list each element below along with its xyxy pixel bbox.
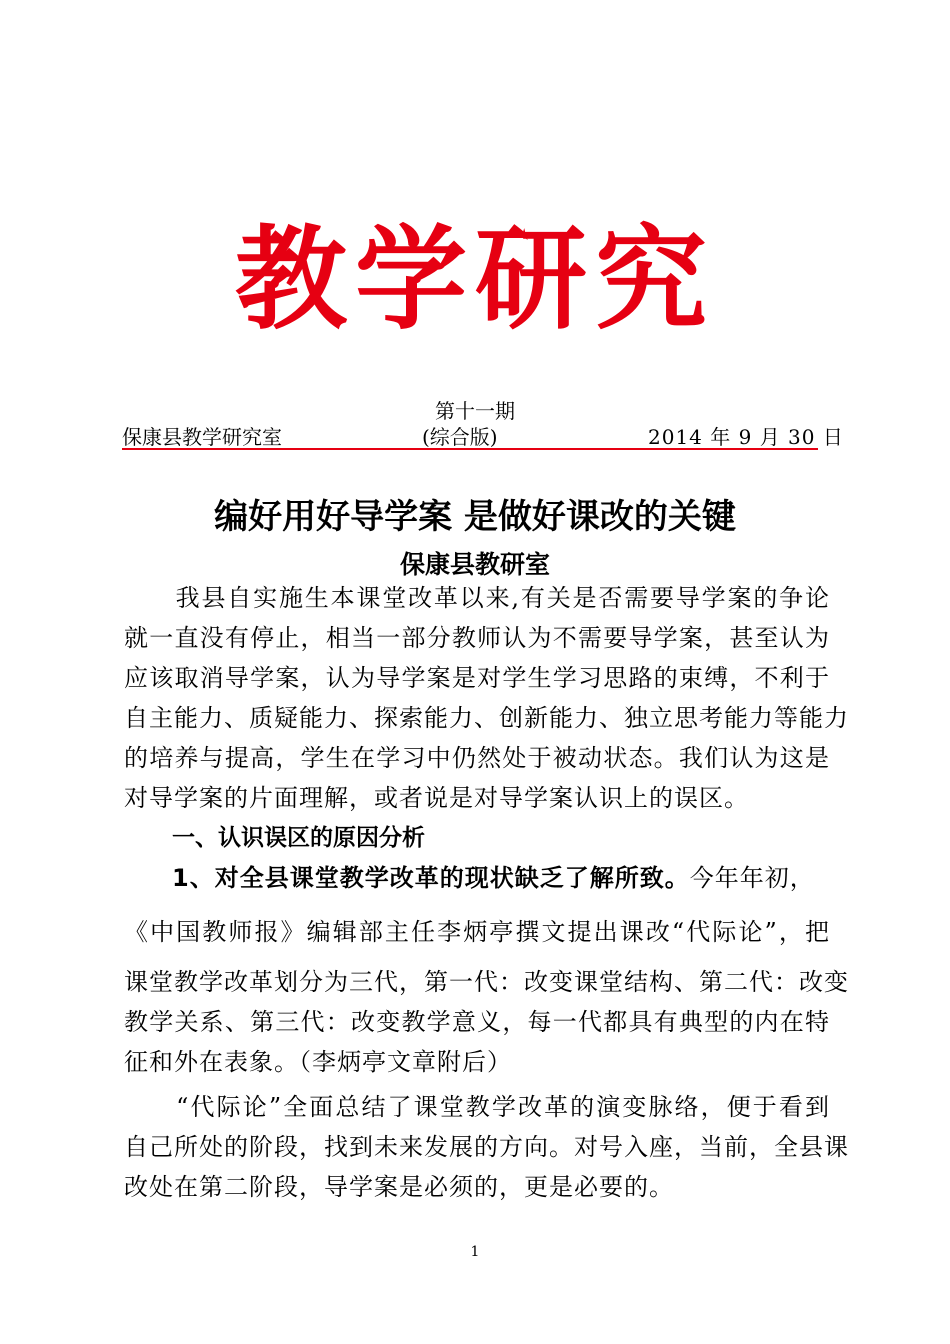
page-number: 1 (470, 1244, 480, 1260)
header-divider (122, 448, 818, 450)
paragraph-line: 征和外在表象。（李炳亭文章附后） (124, 1048, 512, 1076)
paragraph-line: 我县自实施生本课堂改革以来,有关是否需要导学案的争论 (124, 584, 830, 612)
publisher-name: 保康县教学研究室 (122, 425, 282, 449)
paragraph-line: 就一直没有停止，相当一部分教师认为不需要导学案，甚至认为 (124, 624, 830, 652)
paragraph-line: 自己所处的阶段，找到未来发展的方向。对号入座，当前，全县课 (124, 1133, 849, 1161)
edition-label: (综合版) (422, 425, 498, 449)
paragraph-lead-rest: 今年年初， (689, 864, 815, 892)
paragraph-line (124, 858, 830, 898)
paragraph-line: “代际论”全面总结了课堂教学改革的演变脉络，便于看到 (124, 1093, 830, 1121)
paragraph-line: 课堂教学改革划分为三代，第一代：改变课堂结构、第二代：改变 (124, 968, 849, 996)
masthead-title: 教学研究 (235, 215, 715, 345)
paragraph-line: 《中国教师报》编辑部主任李炳亭撰文提出课改“代际论”，把 (124, 918, 830, 946)
article-title: 编好用好导学案 是做好课改的关键 (214, 497, 736, 537)
section-heading: 一、认识误区的原因分析 (172, 825, 425, 851)
paragraph-line: 对导学案的片面理解，或者说是对导学案认识上的误区。 (124, 784, 749, 812)
paragraph-lead: 1、对全县课堂教学改革的现状缺乏了解所致。 (172, 864, 690, 892)
article-author: 保康县教研室 (399, 550, 550, 579)
issue-number: 第十一期 (435, 399, 515, 423)
paragraph-line: 的培养与提高，学生在学习中仍然处于被动状态。我们认为这是 (124, 744, 830, 772)
paragraph-line: 改处在第二阶段，导学案是必须的，更是必要的。 (124, 1173, 674, 1201)
paragraph-line: 自主能力、质疑能力、探索能力、创新能力、独立思考能力等能力 (124, 704, 849, 732)
header-info-line (122, 424, 844, 450)
paragraph-line: 教学关系、第三代：改变教学意义，每一代都具有典型的内在特 (124, 1008, 830, 1036)
paragraph-line: 应该取消导学案，认为导学案是对学生学习思路的束缚，不利于 (124, 664, 830, 692)
publication-date: 2014 年 9 月 30 日 (648, 425, 844, 449)
